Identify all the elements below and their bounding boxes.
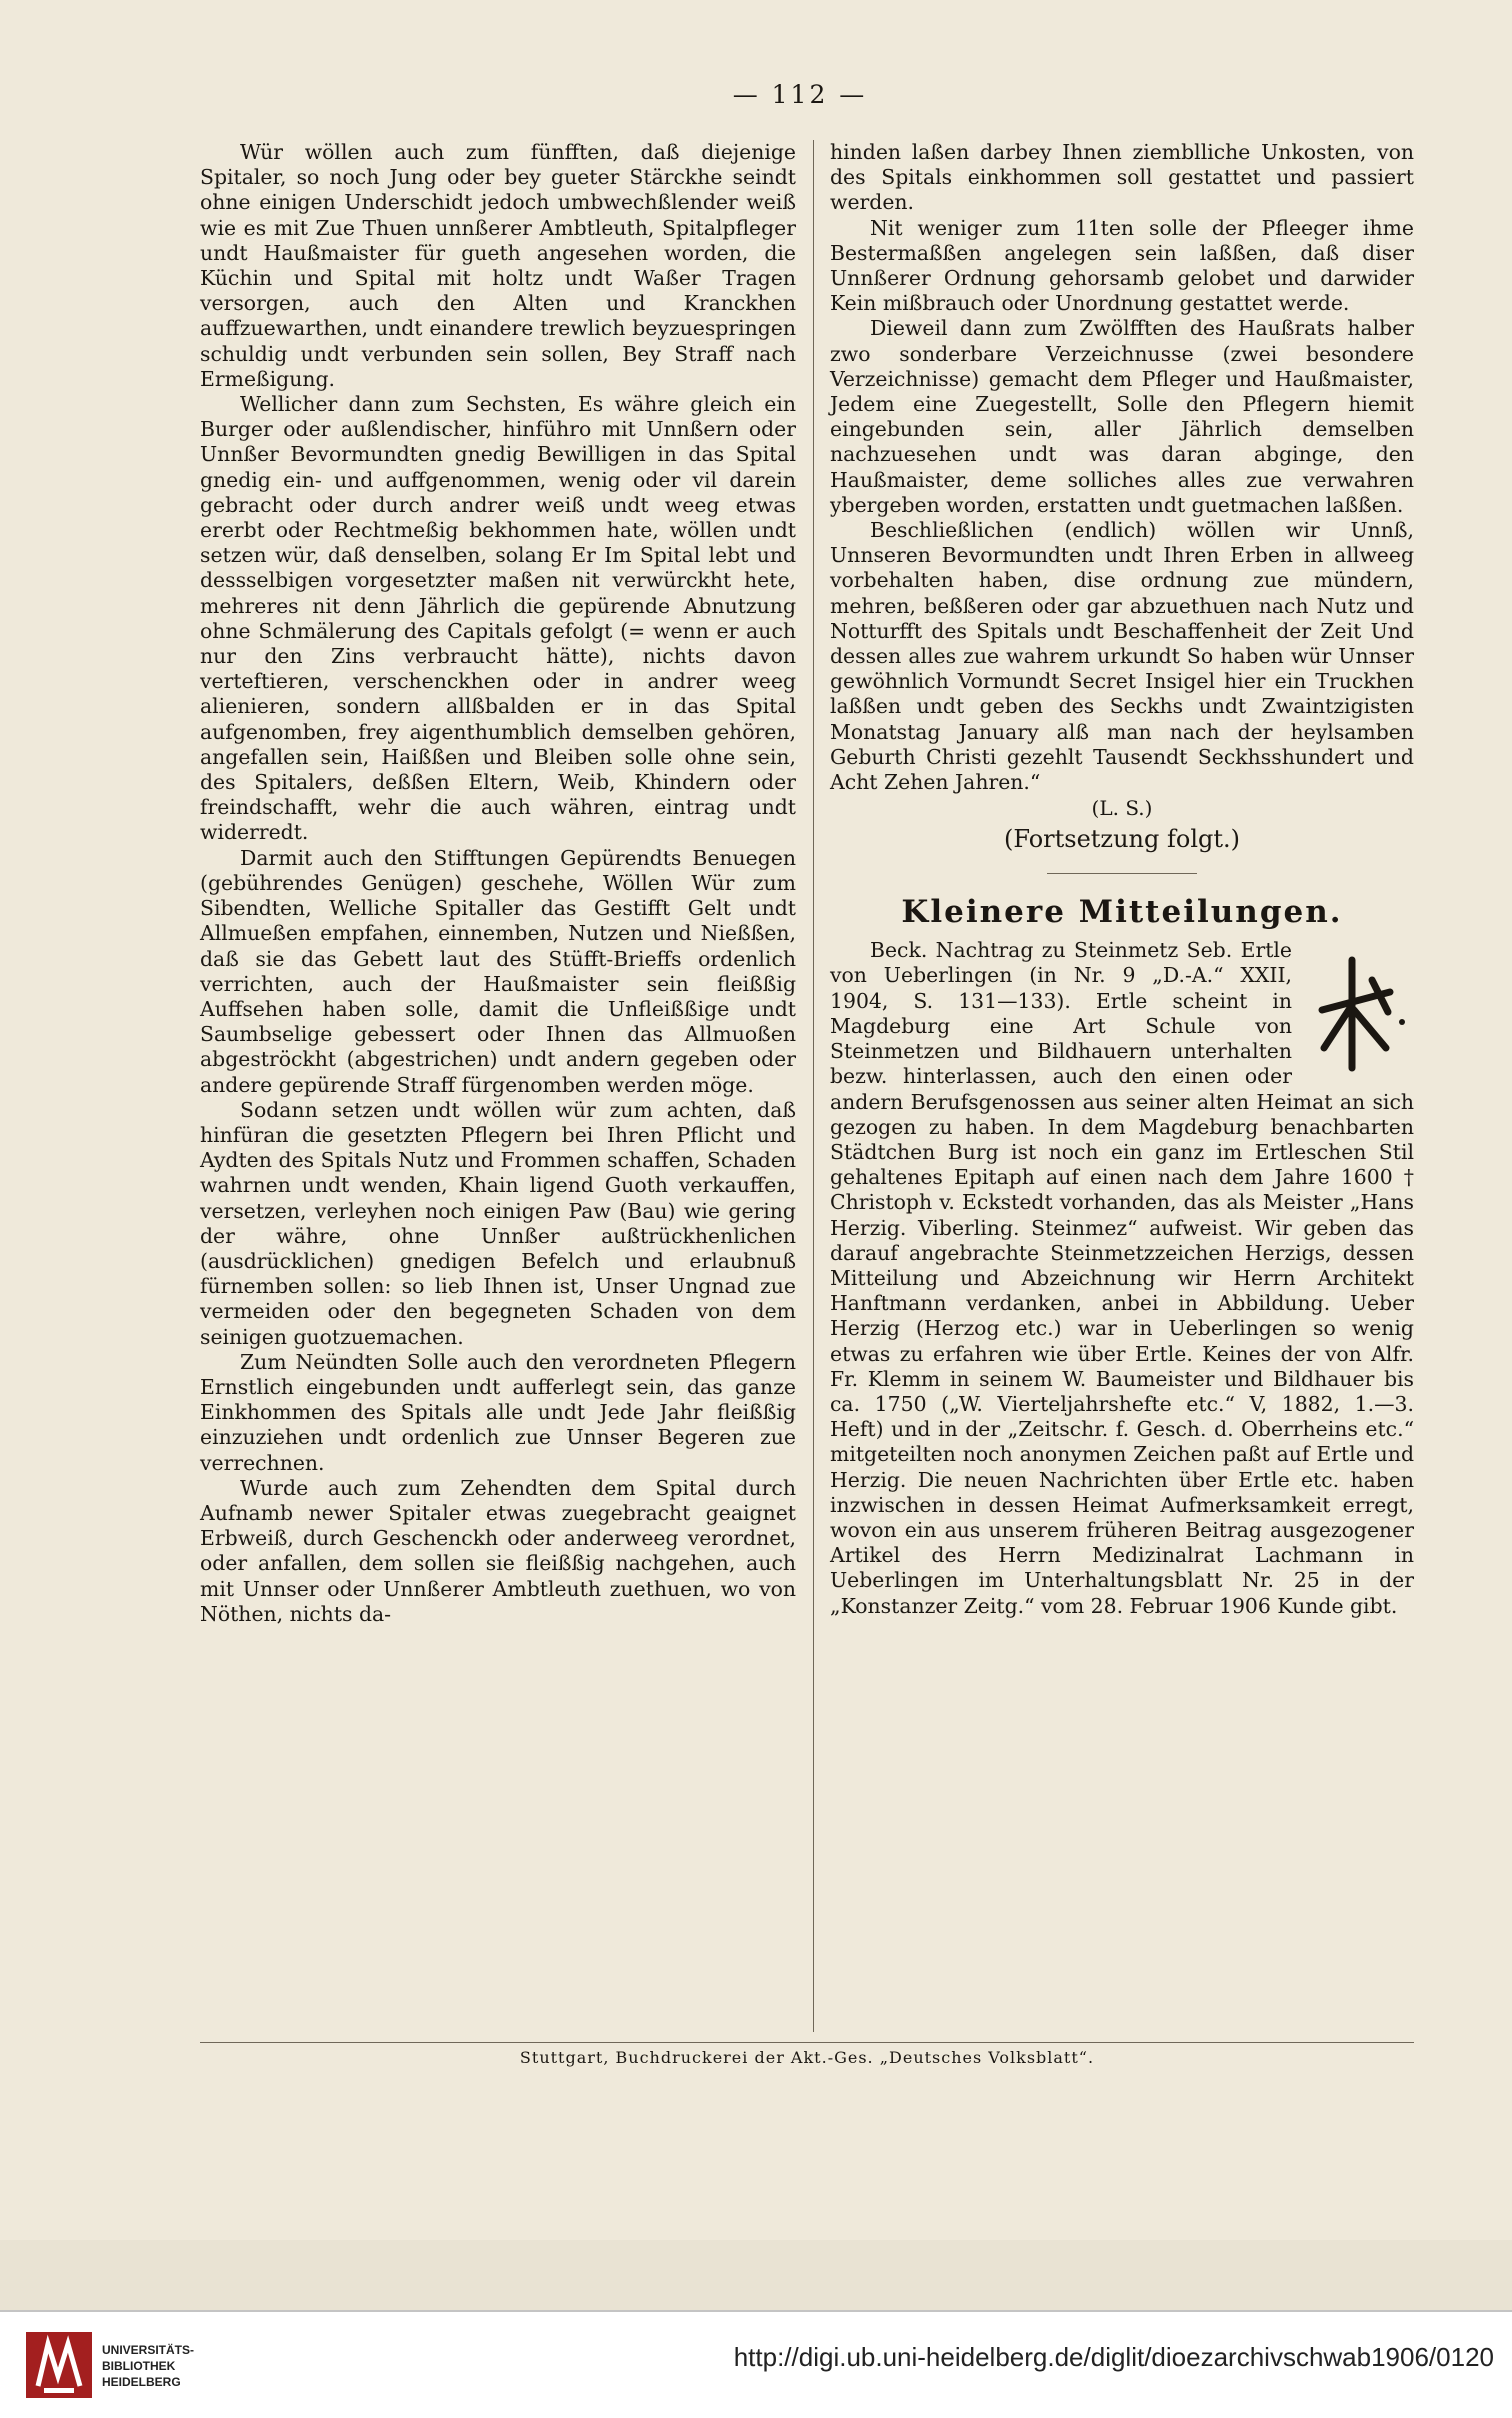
column-divider: [813, 140, 814, 2032]
paragraph: Wellicher dann zum Sechsten, Es währe gleich ein Burger oder außlendischer, hinführo mit Unnßern oder Unnßer Bevormundten gnedig Bewilligen in das Spital gnedig ein- und auffgenommen, wenig oder vil darein gebracht oder durch andrer weiß undt weeg etwas ererbt oder Rechtmeßig bekhommen hate, wöllen undt setzen wür, daß denselben, solang Er Im Spital lebt und dessselbigen vorgesetzter maßen nit verwürckht hete, mehreres nit denn Jährlich die gepürende Abnutzung ohne Schmälerung des Capitals gefolgt (= wenn er auch nur den Zins verbraucht hätte), nichts davon verteftieren, verschenckhen oder in andrer weeg alienieren, sondern allßbalden er in das Spital aufgenomben, frey aigenthumblich demselben gehören, angefallen sein, Haißßen und Bleiben solle ohne sein, des Spitalers, deßßen Eltern, Weib, Khindern oder freindschafft, wehr die auch währen, eintrag undt widerredt.: [200, 392, 796, 845]
viewer-footer: [0, 2310, 1512, 2418]
library-name: [102, 2342, 194, 2390]
heidelberg-library-logo-icon: [24, 2330, 94, 2400]
page-number: — 112 —: [732, 80, 868, 109]
stonemason-mark-icon: [1302, 950, 1412, 1082]
continuation-note: (Fortsetzung folgt.): [1004, 825, 1240, 854]
paragraph: Zum Neündten Solle auch den verordneten Pflegern Ernstlich eingebunden undt aufferlegt sein, das ganze Einkhommen des Spitals alle undt Jede Jahr fleißßig einzuziehen undt ordenlich zue Unnser Begeren zue verrechnen.: [200, 1349, 796, 1475]
library-name-line: UNIVERSITÄTS-: [102, 2343, 195, 2357]
section-title: Kleinere Mitteilungen.: [901, 894, 1343, 931]
paragraph: Nit weniger zum 11ten solle der Pfleeger ihme Bestermaßßen angelegen sein laßßen, daß diser Unnßerer Ordnung gehorsamb gelobet und darwider Kein mißbrauch oder Unordnung gestattet werde.: [830, 215, 1414, 316]
footer-divider: [0, 2310, 1512, 2312]
left-column: [200, 140, 796, 1627]
library-name-line: BIBLIOTHEK: [102, 2359, 176, 2373]
printer-imprint: Stuttgart, Buchdruckerei der Akt.-Ges. „Deutsches Volksblatt“.: [519, 2048, 1095, 2067]
paragraph: Dieweil dann zum Zwölfften des Haußrats halber zwo sonderbare Verzeichnusse (zwei besondere Verzeichnisse) gemacht dem Pfleger und Haußmaister, Jedem eine Zuegestellt, Solle den Pflegern hiemit eingebunden sein, aller Jährlich demselben nachzuesehen undt was daran abginge, den Haußmaister, deme solliches alles zue verwahren ybergeben worden, erstatten undt guetmachen laßßen.: [830, 316, 1414, 517]
right-column: [830, 140, 1414, 1619]
paragraph: Beschließlichen (endlich) wöllen wir Unnß, Unnseren Bevormundten undt Ihren Erben in allweeg vorbehalten haben, dise ordnung zue mündern, mehren, beßßeren oder gar abzuethuen nach Nutz und Notturfft des Spitals undt Beschaffenheit der Zeit Und dessen alles zue wahrem urkundt So haben wür Unnser gewöhnlich Vormundt Secret Insigel hier ein Truckhen laßßen undt geben des Seckhs undt Zwaintzigisten Monatstag January alß man nach der heylsamben Geburth Christi gezehlt Tausendt Seckhsshundert und Acht Zehen Jahren.“: [830, 518, 1414, 795]
paragraph: hinden laßen darbey Ihnen ziemblliche Unkosten, von des Spitals einkhommen soll gestattet und passiert werden.: [830, 140, 1414, 215]
paragraph: Wür wöllen auch zum fünfften, daß diejenige Spitaler, so noch Jung oder bey gueter Stärckhe seindt ohne einigen Underschidt jedoch umbwechßlender weiß wie es mit Zue Thuen unnßerer Ambtleuth, Spitalpfleger undt Haußmaister für gueth angesehen worden, die Küchin und Spital mit holtz undt Waßer Tragen versorgen, auch den Alten und Kranckhen auffzuewarthen, undt einandere trewlich beyzuespringen schuldig undt verbunden sein sollen, Bey Straff nach Ermeßigung.: [200, 140, 796, 391]
paragraph: Sodann setzen undt wöllen wür zum achten, daß hinfüran die gesetzten Pflegern bei Ihren Pflicht und Aydten des Spitals Nutz und Frommen schaffen, Schaden wahrnen undt wenden, Khain ligend Guoth verkauffen, versetzen, verleyhen noch einigen Paw (Bau) wie gering der währe, ohne Unnßer außtrückhenlichen (ausdrücklichen) gnedigen Befelch und erlaubnuß fürnemben sollen: so lieb Ihnen ist, Unser Ungnad zue vermeiden oder den begegneten Schaden von dem seinigen guotzuemachen.: [200, 1097, 796, 1349]
source-url[interactable]: http://digi.ub.uni-heidelberg.de/diglit/dioezarchivschwab1906/0120: [733, 2342, 1494, 2372]
paragraph: Wurde auch zum Zehendten dem Spital durch Aufnamb newer Spitaler etwas zuegebracht geaignet Erbweiß, durch Geschenckh oder anderweeg verordnet, oder anfallen, dem sollen sie fleißßig nachgehen, auch mit Unnser oder Unnßerer Ambtleuth zuethuen, wo von Nöthen, nichts da-: [200, 1475, 796, 1626]
paragraph: Darmit auch den Stifftungen Gepürendts Benuegen (gebührendes Genügen) geschehe, Wöllen Wür zum Sibendten, Welliche Spitaller das Gestifft Gelt undt Allmueßen empfahen, einnemben, Nutzen und Nießßen, daß sie das Gebett laut des Stüfft-Brieffs ordenlich verrichten, auch der Haußmaister sein fleißßig Auffsehen haben solle, damit die Unfleißßige undt Saumbselige gebessert oder Ihnen das Allmuoßen abgeströckht (abgestrichen) undt andern gegeben oder andere gepürende Straff fürgenomben werden möge.: [200, 845, 796, 1097]
notice-text: Beck. Nachtrag zu Steinmetz Seb. Ertle von Ueberlingen (in Nr. 9 „D.-A.“ XXII, 1904, S. 131—133). Ertle scheint in Magdeburg eine Art Schule von Steinmetzen und Bildhauern unterhalten bezw. hinterlassen, auch den einen oder andern Berufsgenossen aus seiner alten Heimat an sich gezogen zu haben. In dem Magdeburg benachbarten Städtchen Burg ist noch ein ganz im Ertleschen Stil gehaltenes Epitaph auf einen nach dem Jahre 1600 † Christoph v. Eckstedt vorhanden, das als Meister „Hans Herzig. Viberling. Steinmez“ aufweist. Wir geben das darauf angebrachte Steinmetzzeichen Herzigs, dessen Mitteilung und Abzeichnung wir Herrn Architekt Hanftmann verdanken, anbei in Abbildung. Ueber Herzig (Herzog etc.) war in Ueberlingen so wenig etwas zu erfahren wie über Ertle. Keines der von Alfr. Fr. Klemm in seinem W. Baumeister und Bildhauer bis ca. 1750 („W. Vierteljahrshefte etc.“ V, 1882, 1.—3. Heft) und in der „Zeitschr. f. Gesch. d. Oberrheins etc.“ mitgeteilten noch anonymen Zeichen paßt auf Ertle und Herzig. Die neuen Nachrichten über Ertle etc. haben inzwischen in dessen Heimat Aufmerksamkeit erregt, wovon ein aus unserem früheren Beitrag ausgezogener Artikel des Herrn Medizinalrat Lachmann in Ueberlingen im Unterhaltungsblatt Nr. 25 in der „Konstanzer Zeitg.“ vom 28. Februar 1906 Kunde gibt.: [830, 938, 1414, 1618]
seal-mark: (L. S.): [1091, 796, 1153, 821]
bottom-rule: [200, 2042, 1414, 2043]
library-name-line: HEIDELBERG: [102, 2375, 181, 2389]
section-divider: [1047, 873, 1197, 874]
